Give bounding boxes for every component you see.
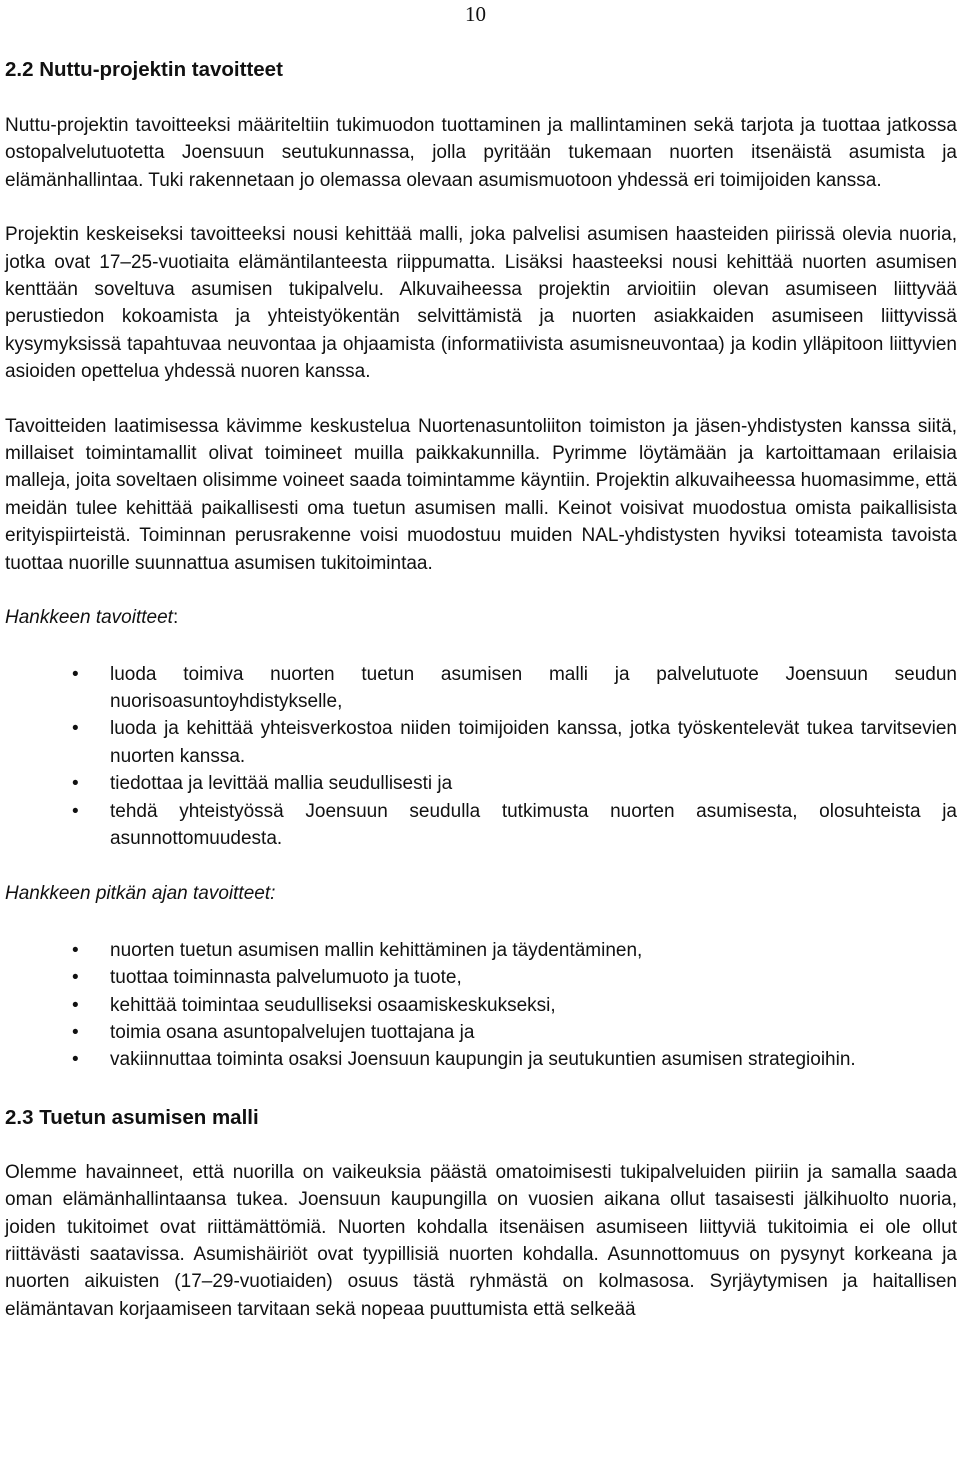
- page-number: 10: [465, 2, 486, 26]
- paragraph-3: Tavoitteiden laatimisessa kävimme keskustelua Nuortenasuntoliiton toimiston ja jäsen-yhdistysten kanssa siitä, millaiset toimintamallit olivat toimineet muilla paikkakunnilla. Pyrimme löytämään ja kartoittamaan erilaisia malleja, joita soveltaen olisimme voineet saada toimintamme käyntiin. Projektin alkuvaiheessa huomasimme, että meidän tulee kehittää paikallisesti oma tuetun asumisen malli. Keinot voisivat muodostua omista paikallisista erityispiirteistä. Toiminnan perusrakenne voisi muodostuu muiden NAL-yhdistysten hyviksi toteamista tavoista tuottaa nuorille suunnattua asumisen tukitoimintaa.: [5, 415, 957, 574]
- document-body: [5, 56, 957, 1323]
- longterm-goals-heading: Hankkeen pitkän ajan tavoitteet:: [5, 883, 276, 905]
- section-title-2-2: 2.2 Nuttu-projektin tavoitteet: [5, 58, 283, 81]
- list-item-text: luoda ja kehittää yhteisverkostoa niiden toimijoiden kanssa, jotka työskentelevät tukea tarvitsevien nuorten kanssa.: [110, 718, 957, 767]
- list-item: [5, 964, 957, 991]
- list-item-text: vakiinnuttaa toiminta osaksi Joensuun kaupungin ja seutukuntien asumisen strategioihin.: [110, 1049, 856, 1071]
- bullet-icon: •: [72, 994, 79, 1016]
- goals-list: [5, 661, 957, 853]
- list-item-text: toimia osana asuntopalvelujen tuottajana ja: [110, 1021, 475, 1043]
- list-item-text: tuottaa toiminnasta palvelumuoto ja tuote,: [110, 967, 462, 989]
- bullet-icon: •: [72, 967, 79, 989]
- list-item-text: nuorten tuetun asumisen mallin kehittäminen ja täydentäminen,: [110, 939, 643, 961]
- bullet-icon: •: [72, 718, 79, 740]
- bullet-icon: •: [72, 1049, 79, 1071]
- list-item: [5, 1019, 957, 1046]
- goals-heading: [5, 604, 957, 631]
- list-item: [5, 798, 957, 853]
- goals-heading-colon: :: [172, 607, 179, 629]
- list-item: [5, 770, 957, 797]
- paragraph-2: Projektin keskeiseksi tavoitteeksi nousi kehittää malli, joka palvelisi asumisen haasteiden piirissä olevia nuoria, jotka ovat 17–25-vuotiaita elämäntilanteesta riippumatta. Lisäksi haasteeksi nousi kehittää nuorten asumisen kenttään soveltuva asumisen tukipalvelu. Alkuvaiheessa projektin arvioitiin olevan asumiseen liittyvää perustiedon kokoamista ja yhteistyökentän selvittämistä ja nuorten asiakkaiden asumiseen liittyvissä kysymyksissä tapahtuvaa neuvontaa ja ohjaamista (informatiivista asumisneuvontaa) ja kodin ylläpitoon liittyvien asioiden opettelua yhdessä nuoren kanssa.: [5, 224, 957, 383]
- goals-heading-text: Hankkeen tavoitteet: [5, 607, 173, 629]
- bullet-icon: •: [72, 800, 79, 822]
- paragraph-1: Nuttu-projektin tavoitteeksi määriteltiin tukimuodon tuottaminen ja mallintaminen sekä tarjota ja tuottaa jatkossa ostopalvelutuotetta Joensuun seutukunnassa, jolla pyritään tukemaan nuorten itsenäistä asumista ja elämänhallintaa. Tuki rakennetaan jo olemassa olevaan asumismuotoon yhdessä eri toimijoiden kanssa.: [5, 115, 957, 191]
- list-item: [5, 937, 957, 964]
- bullet-icon: •: [72, 1021, 79, 1043]
- list-item-text: tiedottaa ja levittää mallia seudullisesti ja: [110, 773, 453, 795]
- bullet-icon: •: [72, 663, 79, 685]
- list-item: [5, 1046, 957, 1073]
- paragraph-2-3: Olemme havainneet, että nuorilla on vaikeuksia päästä omatoimisesti tukipalveluiden piiriin ja samalla saada oman elämänhallintaansa tukea. Joensuun kaupungilla on vuosien aikana ollut tasaisesti jälkihuolto nuoria, joiden tukitoimet ovat riittämättömiä. Nuorten kohdalla itsenäisen asumiseen liittyviä tukitoimia ei ole ollut riittävästi saatavissa. Asumishäiriöt ovat tyypillisiä nuorten kohdalla. Asunnottomuus on pysynyt korkeana ja nuorten aikuisten (17–29-vuotiaiden) osuus tästä ryhmästä on kolmasosa. Syrjäytymisen ja haitallisen elämäntavan korjaamiseen tarvitaan sekä nopeaa puuttumista että selkeää: [5, 1161, 957, 1320]
- list-item: [5, 715, 957, 770]
- section-title-2-3: 2.3 Tuetun asumisen malli: [5, 1105, 259, 1129]
- list-item: [5, 661, 957, 716]
- bullet-icon: •: [72, 773, 79, 795]
- longterm-goals-list: [5, 937, 957, 1074]
- list-item-text: luoda toimiva nuorten tuetun asumisen malli ja palvelutuote Joensuun seudun nuorisoasuntoyhdistykselle,: [110, 663, 957, 712]
- bullet-icon: •: [72, 939, 79, 961]
- list-item: [5, 992, 957, 1019]
- list-item-text: tehdä yhteistyössä Joensuun seudulla tutkimusta nuorten asumisesta, olosuhteista ja asunnottomuudesta.: [110, 800, 957, 849]
- list-item-text: kehittää toimintaa seudulliseksi osaamiskeskukseksi,: [110, 994, 556, 1016]
